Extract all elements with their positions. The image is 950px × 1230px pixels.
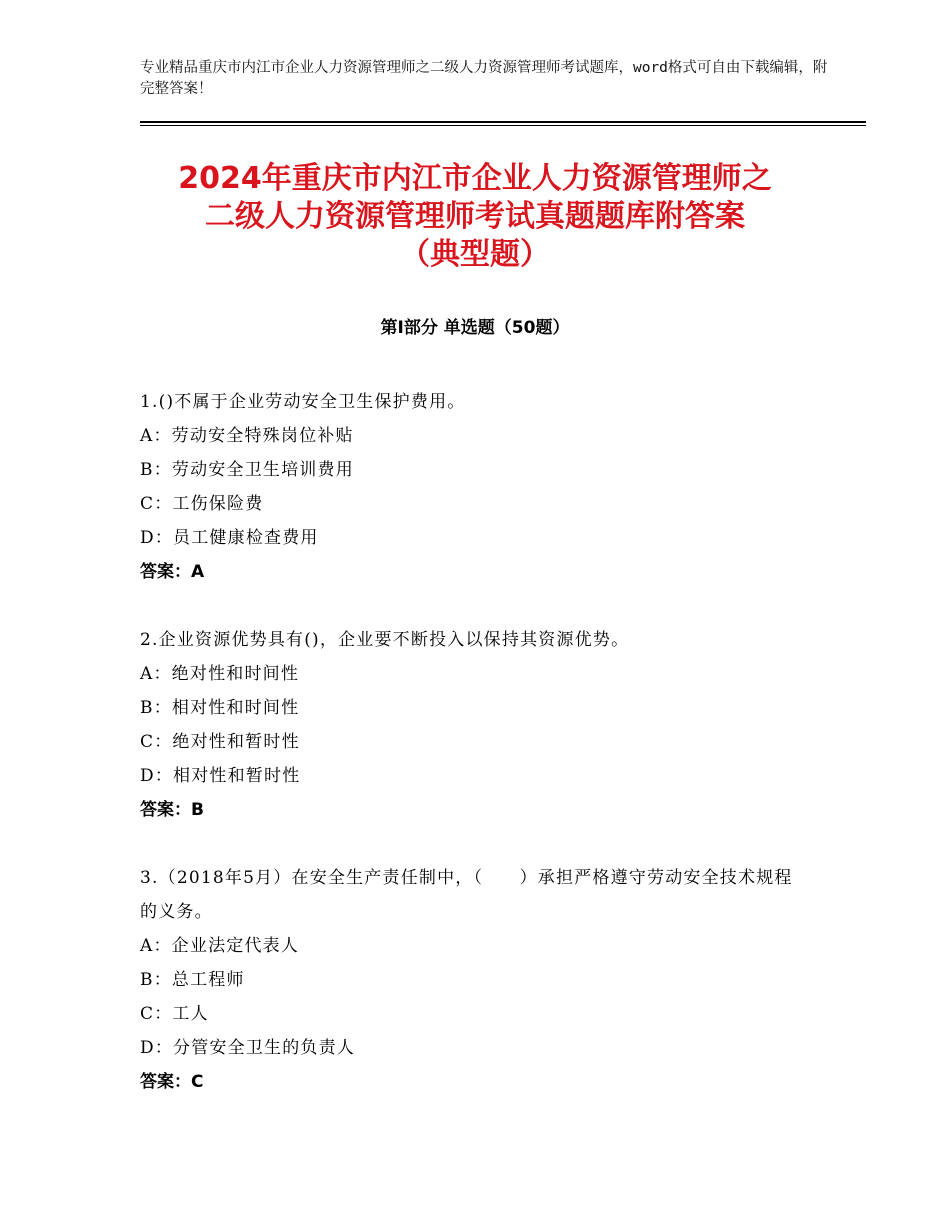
option-b: B：总工程师 (140, 970, 245, 990)
option-a: A：企业法定代表人 (140, 936, 300, 956)
section-title: 第Ⅰ部分 单选题（50题） (380, 318, 570, 338)
option-c: C：工伤保险费 (140, 494, 264, 514)
option-c: C：绝对性和暂时性 (140, 732, 300, 752)
option-d: D：员工健康检查费用 (140, 528, 319, 548)
question-stem: 3.（2018年5月）在安全生产责任制中，（ ）承担严格遵守劳动安全技术规程的义务。 (140, 868, 793, 922)
question-list (140, 385, 820, 1133)
option-a: A：绝对性和时间性 (140, 664, 300, 684)
question-3 (140, 861, 820, 1099)
option-b: B：相对性和时间性 (140, 698, 300, 718)
header-note: 专业精品重庆市内江市企业人力资源管理师之二级人力资源管理师考试题库，word格式可自由下载编辑，附完整答案！ (140, 60, 828, 97)
question-stem: 1.()不属于企业劳动安全卫生保护费用。 (140, 392, 466, 412)
option-d: D：分管安全卫生的负责人 (140, 1038, 356, 1058)
answer-line: 答案：A (140, 562, 205, 582)
header-rule-thin (140, 125, 866, 126)
header-rule-thick (140, 121, 866, 123)
title-line-3: （典型题） (400, 237, 550, 272)
option-a: A：劳动安全特殊岗位补贴 (140, 426, 354, 446)
question-1 (140, 385, 820, 589)
title-line-1: 2024年重庆市内江市企业人力资源管理师之 (178, 161, 772, 196)
question-2 (140, 623, 820, 827)
question-stem: 2.企业资源优势具有()，企业要不断投入以保持其资源优势。 (140, 630, 630, 650)
title-line-2: 二级人力资源管理师考试真题题库附答案 (205, 199, 745, 234)
document-title (100, 160, 850, 274)
answer-line: 答案：C (140, 1072, 204, 1092)
option-d: D：相对性和暂时性 (140, 766, 301, 786)
answer-line: 答案：B (140, 800, 204, 820)
option-b: B：劳动安全卫生培训费用 (140, 460, 354, 480)
option-c: C：工人 (140, 1004, 209, 1024)
